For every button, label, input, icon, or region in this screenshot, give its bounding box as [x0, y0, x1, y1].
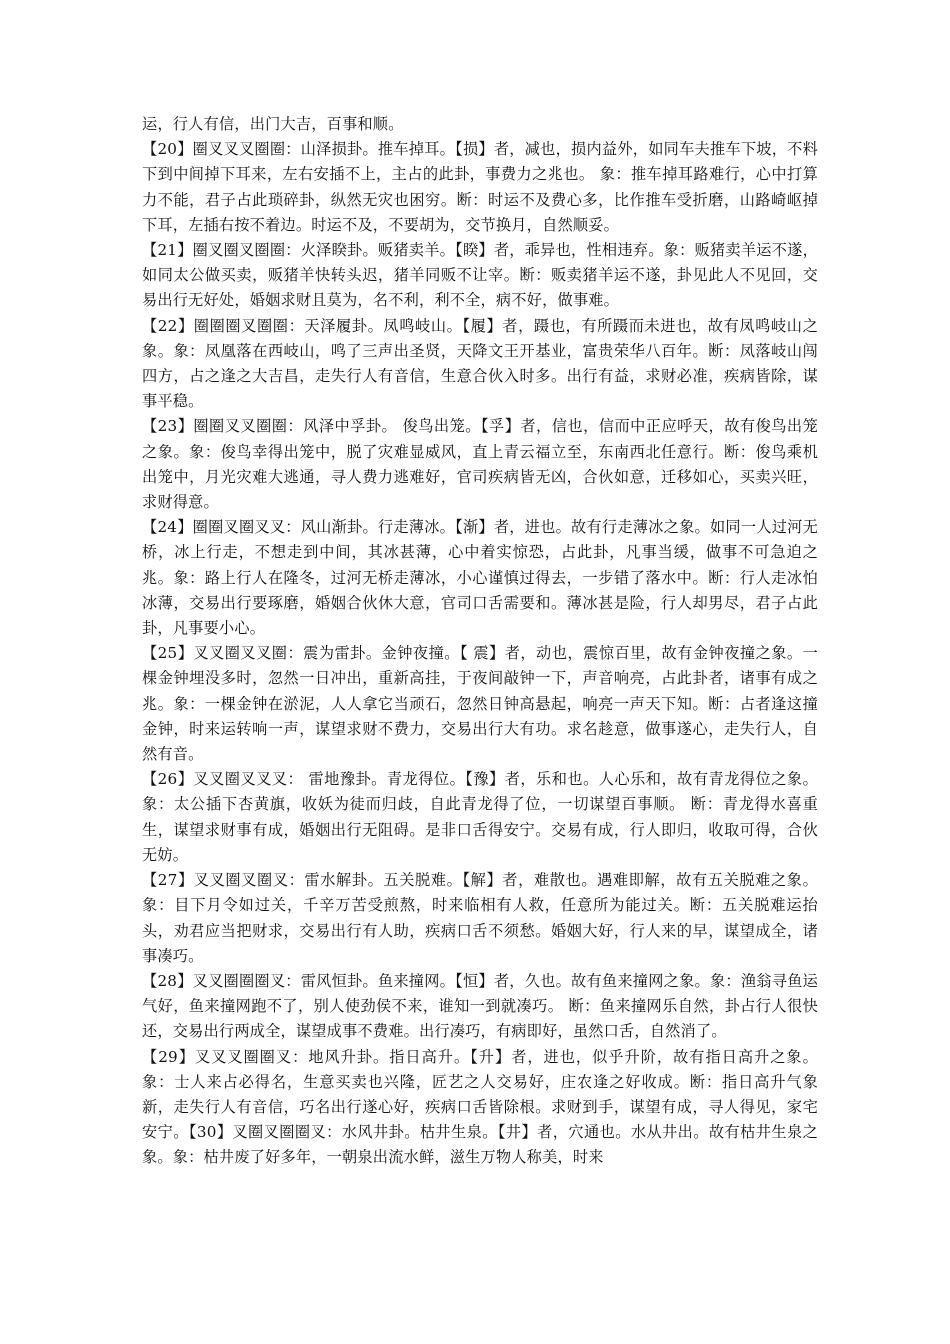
paragraph-continuation: 运，行人有信，出门大吉，百事和顺。	[142, 115, 404, 133]
paragraph-hexagram-26: 【26】叉叉圈叉叉叉： 雷地豫卦。青龙得位。【豫】者，乐和也。人心乐和，故有青龙得位之象。象：太公插下杏黄旗，收妖为徒而归歧，自此青龙得了位，一切谋望百事顺。 断：青龙得水喜重生，谋望求财事有成，婚姻出行无阻碍。是非口舌得安宁。交易有成，行人即归，收取可得，合伙无妨。	[142, 770, 818, 864]
paragraph-hexagram-21: 【21】圈叉圈叉圈圈：火泽睽卦。贩猪卖羊。【睽】者，乖异也，性相违弃。象：贩猪卖羊运不遂，如同太公做买卖，贩猪羊快转头迟，猪羊同贩不让宰。断：贩卖猪羊运不遂，卦见此人不见回，交易出行无好处，婚姻求财且莫为，名不利，利不全，病不好，做事难。	[142, 241, 818, 310]
paragraph-hexagram-27: 【27】叉叉圈叉圈叉：雷水解卦。五关脱难。【解】者，难散也。遇难即解，故有五关脱难之象。象：目下月令如过关，千辛万苦受煎熬，时来临相有人救，任意所为能过关。断：五关脱难运抬头，劝君应当把财求，交易出行有人助，疾病口舌不须愁。婚姻大好，行人来的早，谋望成全，诸事凑巧。	[142, 871, 818, 965]
paragraph-hexagram-29-30: 【29】叉叉叉圈圈叉：地风升卦。指日高升。【升】者，进也，似乎升阶，故有指日高升之象。 象：士人来占必得名，生意买卖也兴隆，匠艺之人交易好，庄农逢之好收成。断：指日高升气象新，走失行人有音信，巧名出行遂心好，疾病口舌皆除根。求财到手，谋望有成，寻人得见，家宅安宁。【30】叉圈叉圈圈叉：水风井卦。枯井生泉。【井】者，穴通也。水从井出。故有枯井生泉之象。象：枯井废了好多年，一朝泉出流水鲜，滋生万物人称美，时来	[142, 1047, 818, 1167]
document-page	[142, 112, 818, 1171]
paragraph-hexagram-20: 【20】圈叉叉叉圈圈：山泽损卦。推车掉耳。【损】者，减也，损内益外，如同车夫推车下坡，不料下到中间掉下耳来，左右安插不上，主占的此卦，事费力之兆也。 象：推车掉耳路难行，心中打算力不能，君子占此琐碎卦，纵然无灾也困穷。断：时运不及费心多，比作推车受折磨，山路崎岖掉下耳，左插右按不着边。时运不及，不要胡为，交节换月，自然顺妥。	[142, 140, 818, 234]
paragraph-hexagram-25: 【25】叉叉圈叉叉圈：震为雷卦。金钟夜撞。【 震】者，动也，震惊百里，故有金钟夜撞之象。一棵金钟埋没多时，忽然一日冲出，重新高挂，于夜间敲钟一下，声音响亮，占此卦者，诸事有成之兆。象：一棵金钟在淤泥，人人拿它当顽石，忽然日钟高悬起，响亮一声天下知。断：占者逢这撞金钟，时来运转响一声，谋望求财不费力，交易出行大有功。求名趁意，做事遂心，走失行人，自然有音。	[142, 644, 818, 764]
paragraph-hexagram-24: 【24】圈圈叉圈叉叉：风山渐卦。行走薄冰。【渐】者，进也。故有行走薄冰之象。如同一人过河无桥，冰上行走，不想走到中间，其冰甚薄，心中着实惊恐，占此卦，凡事当缓，做事不可急迫之兆。象：路上行人在隆冬，过河无桥走薄冰，小心谨慎过得去，一步错了落水中。断：行人走冰怕冰薄，交易出行要琢磨，婚姻合伙休大意，官司口舌需要和。薄冰甚是险，行人却男尽，君子占此卦，凡事要小心。	[142, 518, 818, 638]
paragraph-hexagram-23: 【23】圈圈叉叉圈圈：风泽中孚卦。 俊鸟出笼。【孚】者，信也，信而中正应呼天，故有俊鸟出笼之象。象：俊鸟幸得出笼中，脱了灾难显威风，直上青云福立至，东南西北任意行。断：俊鸟乘机出笼中，月光灾难大逃通，寻人费力逃难好，官司疾病皆无凶，合伙如意，迁移如心，买卖兴旺，求财得意。	[142, 417, 818, 512]
paragraph-hexagram-22: 【22】圈圈圈叉圈圈：天泽履卦。凤鸣岐山。【履】者，蹑也，有所蹑而未进也，故有凤鸣岐山之象。象：凤凰落在西岐山，鸣了三声出圣贤，天降文王开基业，富贵荣华八百年。断：凤落岐山闯四方，占之逢之大吉昌，走失行人有音信，生意合伙入时多。出行有益，求财必准，疾病皆除，谋事平稳。	[142, 316, 818, 411]
paragraph-hexagram-28: 【28】叉叉圈圈圈叉：雷风恒卦。鱼来撞网。【恒】者，久也。故有鱼来撞网之象。象：渔翁寻鱼运气好，鱼来撞网跑不了，别人使劲侯不来，谁知一到就凑巧。 断：鱼来撞网乐自然，卦占行人很快还，交易出行两成全，谋望成事不费难。出行凑巧，有病即好，虽然口舌，自然消了。	[142, 971, 818, 1041]
